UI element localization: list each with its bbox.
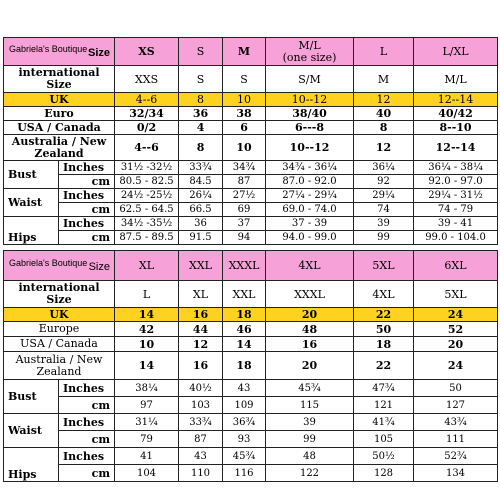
waist-inches-row <box>4 189 498 203</box>
unit-cm: cm <box>59 175 115 189</box>
cell: 47¾ <box>354 380 414 397</box>
cell: 34¾ - 36¼ <box>266 161 354 175</box>
cell: S <box>179 66 223 93</box>
cell: 20 <box>266 308 354 322</box>
cell: S <box>223 66 266 93</box>
unit-cm: cm <box>59 231 115 245</box>
cell: 37 - 39 <box>266 217 354 231</box>
size-xl: XL <box>115 251 179 281</box>
row-label: UK <box>4 93 115 107</box>
unit-inches: Inches <box>59 448 115 465</box>
row-label: Euro <box>4 107 115 121</box>
cell: 121 <box>354 397 414 414</box>
cell: 4--6 <box>115 135 179 161</box>
cell: 10 <box>223 135 266 161</box>
cell: 109 <box>223 397 266 414</box>
size-lxl: L/XL <box>414 38 498 66</box>
cell: 12--14 <box>414 93 498 107</box>
unit-inches: Inches <box>59 380 115 397</box>
brand-cell <box>4 251 115 281</box>
cell: 37 <box>223 217 266 231</box>
cell: 0/2 <box>115 121 179 135</box>
size-4xl: 4XL <box>266 251 354 281</box>
hips-cm-row <box>4 231 498 245</box>
cell: 92 <box>354 175 414 189</box>
size-5xl: 5XL <box>354 251 414 281</box>
aus-row <box>4 352 498 380</box>
cell: 33¾ <box>179 161 223 175</box>
europe-row <box>4 322 498 337</box>
waist-cm-row <box>4 203 498 217</box>
usa-row <box>4 337 498 352</box>
bust-label: Bust <box>4 161 59 189</box>
cell: 116 <box>223 465 266 482</box>
cell: 69 <box>223 203 266 217</box>
hips-inches-row <box>4 448 498 465</box>
cell: 18 <box>354 337 414 352</box>
unit-cm: cm <box>59 465 115 482</box>
bust-inches-row <box>4 380 498 397</box>
size-m: M <box>223 38 266 66</box>
row-label: UK <box>4 308 115 322</box>
cell: 10 <box>115 337 179 352</box>
cell: 45¾ <box>266 380 354 397</box>
cell: 26¼ <box>179 189 223 203</box>
cell: 10--12 <box>266 93 354 107</box>
cell: 36¼ <box>354 161 414 175</box>
row-label: Australia / New Zealand <box>4 135 115 161</box>
cell: 39 <box>266 414 354 431</box>
bust-cm-row <box>4 175 498 189</box>
intl-size-row <box>4 66 498 93</box>
cell: 93 <box>223 431 266 448</box>
size-l: L <box>354 38 414 66</box>
cell: 87.5 - 89.5 <box>115 231 179 245</box>
unit-cm: cm <box>59 397 115 414</box>
cell: 34½ -35½ <box>115 217 179 231</box>
cell: 14 <box>115 308 179 322</box>
cell: 97 <box>115 397 179 414</box>
size-label: Size <box>88 261 110 273</box>
cell: 46 <box>223 322 266 337</box>
cell: 52 <box>414 322 498 337</box>
bust-label: Bust <box>4 380 59 414</box>
size-table-1 <box>3 37 498 245</box>
waist-label: Waist <box>4 189 59 217</box>
size-ml-label: M/L <box>298 38 321 52</box>
cell: 8 <box>179 135 223 161</box>
cell: 42 <box>115 322 179 337</box>
cell: 99 <box>266 431 354 448</box>
unit-inches: Inches <box>59 414 115 431</box>
cell: 12 <box>179 337 223 352</box>
aus-row <box>4 135 498 161</box>
cell: 48 <box>266 322 354 337</box>
cell: 12 <box>354 93 414 107</box>
cell: 103 <box>179 397 223 414</box>
size-label: Size <box>88 47 111 59</box>
cell: 99.0 - 104.0 <box>414 231 498 245</box>
cell: 122 <box>266 465 354 482</box>
cell: 40 <box>354 107 414 121</box>
cell: 20 <box>266 352 354 380</box>
cell: 134 <box>414 465 498 482</box>
cell: XXXL <box>266 281 354 308</box>
cell: L <box>115 281 179 308</box>
cell: 24½ -25½ <box>115 189 179 203</box>
cell: 41 <box>115 448 179 465</box>
cell: 74 <box>354 203 414 217</box>
unit-cm: cm <box>59 203 115 217</box>
waist-label: Waist <box>4 414 59 448</box>
waist-inches-row <box>4 414 498 431</box>
cell: 80.5 - 82.5 <box>115 175 179 189</box>
hips-label: Hips <box>4 448 59 482</box>
cell: 127 <box>414 397 498 414</box>
unit-inches: Inches <box>59 189 115 203</box>
usa-row <box>4 121 498 135</box>
cell: 29¼ - 31½ <box>414 189 498 203</box>
cell: 69.0 - 74.0 <box>266 203 354 217</box>
cell: 52¾ <box>414 448 498 465</box>
cell: 105 <box>354 431 414 448</box>
cell: 22 <box>354 308 414 322</box>
cell: 74 - 79 <box>414 203 498 217</box>
cell: 34¾ <box>223 161 266 175</box>
cell: 66.5 <box>179 203 223 217</box>
row-label: USA / Canada <box>4 337 115 352</box>
brand-name: Gabriela's Boutique <box>9 258 88 268</box>
cell: XXS <box>115 66 179 93</box>
cell: XL <box>179 281 223 308</box>
cell: 33¾ <box>179 414 223 431</box>
cell: 50½ <box>354 448 414 465</box>
waist-cm-row <box>4 431 498 448</box>
cell: 39 - 41 <box>414 217 498 231</box>
cell: 92.0 - 97.0 <box>414 175 498 189</box>
cell: 10 <box>223 93 266 107</box>
cell: 41¾ <box>354 414 414 431</box>
cell: 38/40 <box>266 107 354 121</box>
cell: 87 <box>179 431 223 448</box>
cell: 16 <box>179 308 223 322</box>
size-header-row <box>4 38 498 66</box>
cell: 99 <box>354 231 414 245</box>
cell: 8--10 <box>414 121 498 135</box>
cell: 27¼ - 29¼ <box>266 189 354 203</box>
cell: 20 <box>414 337 498 352</box>
size-6xl: 6XL <box>414 251 498 281</box>
cell: 40½ <box>179 380 223 397</box>
cell: 36 <box>179 217 223 231</box>
intl-size-row <box>4 281 498 308</box>
size-xxl: XXL <box>179 251 223 281</box>
size-ml <box>266 38 354 66</box>
brand-name: Gabriela's Boutique <box>9 44 88 54</box>
cell: 128 <box>354 465 414 482</box>
row-label: USA / Canada <box>4 121 115 135</box>
row-label: Australia / New Zealand <box>4 352 115 380</box>
cell: 22 <box>354 352 414 380</box>
bust-inches-row <box>4 161 498 175</box>
cell: 84.5 <box>179 175 223 189</box>
cell: 79 <box>115 431 179 448</box>
cell: 12--14 <box>414 135 498 161</box>
cell: 36¾ <box>223 414 266 431</box>
cell: 115 <box>266 397 354 414</box>
brand-cell <box>4 38 115 66</box>
size-xs: XS <box>115 38 179 66</box>
cell: 24 <box>414 308 498 322</box>
cell: M/L <box>414 66 498 93</box>
row-label: Europe <box>4 322 115 337</box>
cell: 14 <box>223 337 266 352</box>
size-ml-note: (one size) <box>282 50 337 64</box>
row-label: international Size <box>4 66 115 93</box>
cell: 10--12 <box>266 135 354 161</box>
size-header-row <box>4 251 498 281</box>
unit-inches: Inches <box>59 161 115 175</box>
cell: 39 <box>354 217 414 231</box>
cell: 36¼ - 38¼ <box>414 161 498 175</box>
uk-row <box>4 93 498 107</box>
cell: 94 <box>223 231 266 245</box>
cell: 24 <box>414 352 498 380</box>
uk-row <box>4 308 498 322</box>
cell: 12 <box>354 135 414 161</box>
cell: 91.5 <box>179 231 223 245</box>
cell: 111 <box>414 431 498 448</box>
cell: 45¾ <box>223 448 266 465</box>
cell: XXL <box>223 281 266 308</box>
cell: 14 <box>115 352 179 380</box>
cell: 36 <box>179 107 223 121</box>
cell: 18 <box>223 308 266 322</box>
unit-inches: Inches <box>59 217 115 231</box>
cell: 32/34 <box>115 107 179 121</box>
cell: 43¾ <box>414 414 498 431</box>
cell: 16 <box>179 352 223 380</box>
cell: 8 <box>179 93 223 107</box>
cell: 48 <box>266 448 354 465</box>
cell: 31½ -32½ <box>115 161 179 175</box>
cell: 31¼ <box>115 414 179 431</box>
cell: 87.0 - 92.0 <box>266 175 354 189</box>
size-xxxl: XXXL <box>223 251 266 281</box>
bust-cm-row <box>4 397 498 414</box>
cell: 29¼ <box>354 189 414 203</box>
cell: 27½ <box>223 189 266 203</box>
cell: 50 <box>354 322 414 337</box>
cell: 5XL <box>414 281 498 308</box>
cell: 43 <box>223 380 266 397</box>
cell: 50 <box>414 380 498 397</box>
cell: 38 <box>223 107 266 121</box>
cell: 18 <box>223 352 266 380</box>
cell: 4XL <box>354 281 414 308</box>
cell: 62.5 - 64.5 <box>115 203 179 217</box>
cell: 6---8 <box>266 121 354 135</box>
hips-cm-row <box>4 465 498 482</box>
cell: 6 <box>223 121 266 135</box>
cell: 44 <box>179 322 223 337</box>
row-label: international Size <box>4 281 115 308</box>
cell: M <box>354 66 414 93</box>
cell: 104 <box>115 465 179 482</box>
cell: 87 <box>223 175 266 189</box>
euro-row <box>4 107 498 121</box>
cell: 40/42 <box>414 107 498 121</box>
size-table-2 <box>3 250 498 482</box>
cell: 110 <box>179 465 223 482</box>
cell: 4 <box>179 121 223 135</box>
cell: 38¼ <box>115 380 179 397</box>
cell: 16 <box>266 337 354 352</box>
cell: S/M <box>266 66 354 93</box>
size-s: S <box>179 38 223 66</box>
cell: 8 <box>354 121 414 135</box>
hips-inches-row <box>4 217 498 231</box>
unit-cm: cm <box>59 431 115 448</box>
hips-label: Hips <box>4 217 59 245</box>
cell: 43 <box>179 448 223 465</box>
cell: 4--6 <box>115 93 179 107</box>
cell: 94.0 - 99.0 <box>266 231 354 245</box>
